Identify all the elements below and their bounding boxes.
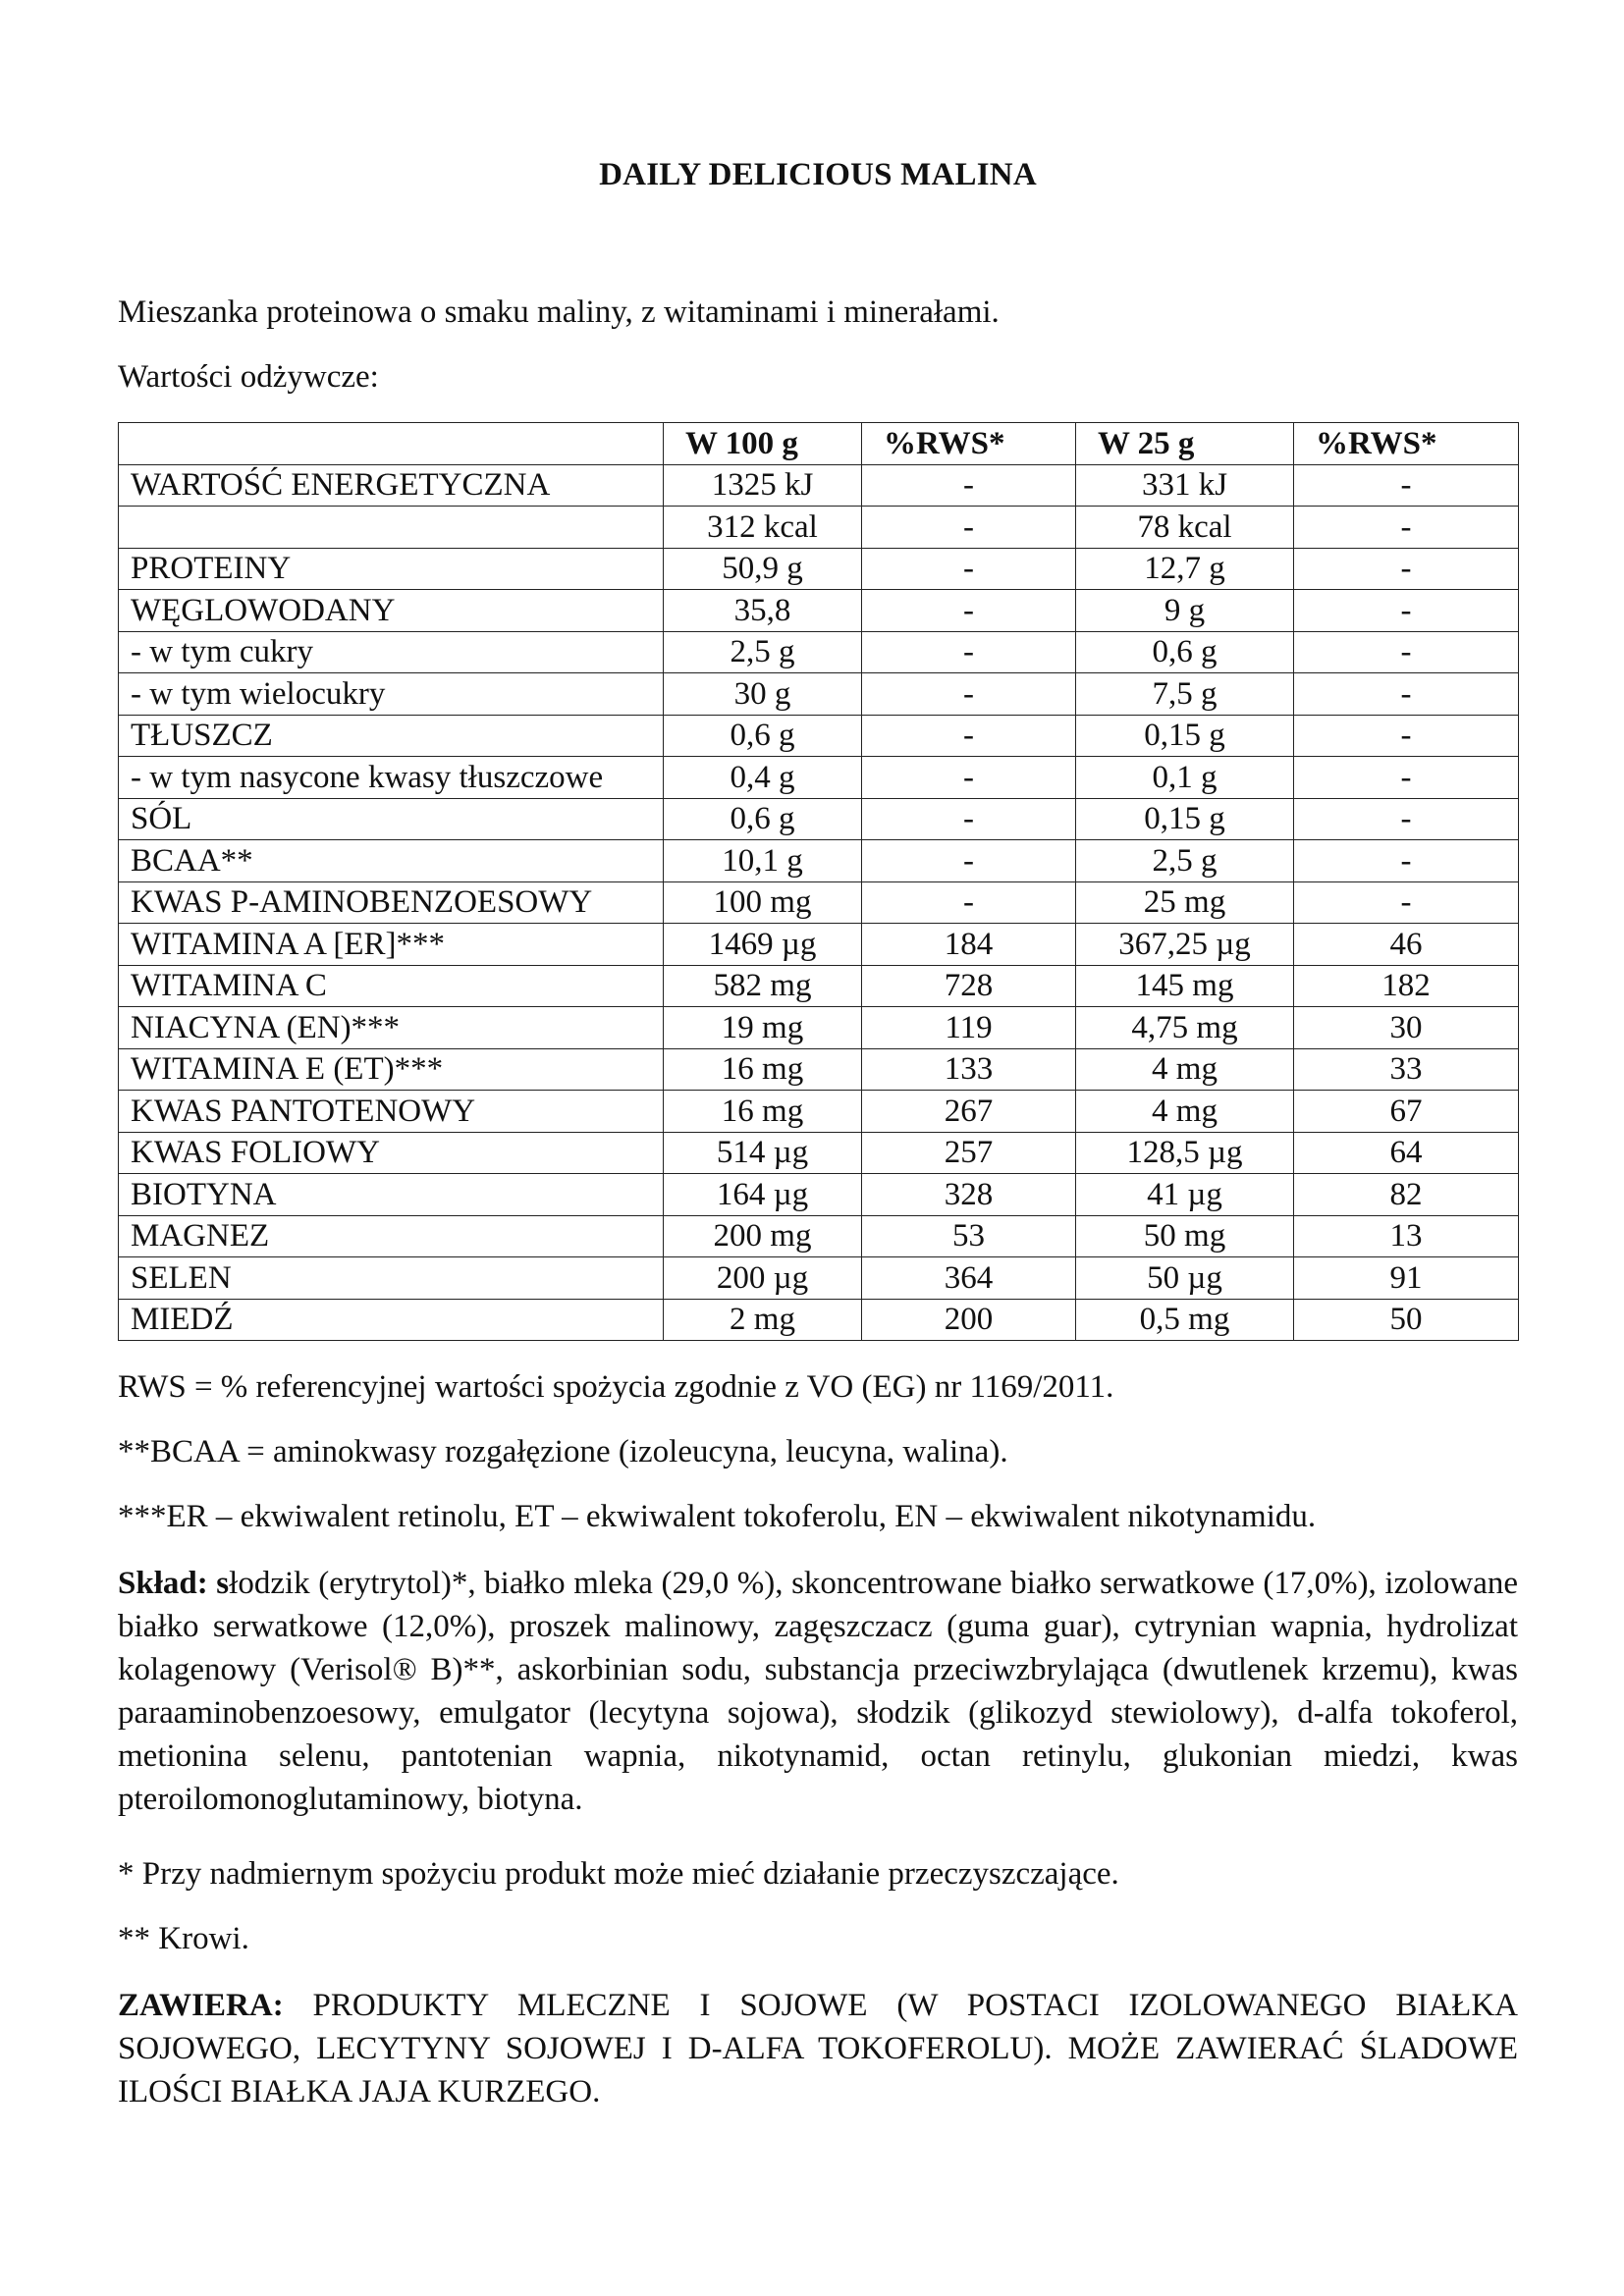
cow-note: ** Krowi. [118, 1921, 249, 1956]
cell-nutrient: KWAS P-AMINOBENZOESOWY [119, 881, 664, 924]
cell-per-25g: 4 mg [1076, 1048, 1294, 1091]
cell-nutrient: - w tym cukry [119, 631, 664, 673]
cell-rws-25g: - [1294, 881, 1519, 924]
nutrition-label: Wartości odżywcze: [118, 359, 379, 395]
cell-rws-100g: - [862, 715, 1076, 757]
cell-per-100g: 582 mg [664, 965, 862, 1007]
cell-per-100g: 100 mg [664, 881, 862, 924]
table-row [119, 631, 1519, 673]
cell-per-100g: 2,5 g [664, 631, 862, 673]
cell-per-100g: 1469 µg [664, 924, 862, 966]
table-row [119, 1007, 1519, 1049]
cell-rws-25g: 50 [1294, 1299, 1519, 1341]
cell-rws-25g: - [1294, 590, 1519, 632]
cell-per-100g: 35,8 [664, 590, 862, 632]
cell-per-100g: 2 mg [664, 1299, 862, 1341]
cell-per-25g: 7,5 g [1076, 673, 1294, 716]
table-row [119, 1132, 1519, 1174]
ingredients-paragraph [118, 1562, 1518, 1821]
header-per-25g: W 25 g [1076, 423, 1294, 465]
header-per-100g: W 100 g [664, 423, 862, 465]
cell-rws-100g: - [862, 507, 1076, 549]
cell-rws-100g: 184 [862, 924, 1076, 966]
cell-rws-25g: 30 [1294, 1007, 1519, 1049]
cell-nutrient: WITAMINA E (ET)*** [119, 1048, 664, 1091]
table-row [119, 757, 1519, 799]
table-row [119, 798, 1519, 840]
table-row [119, 715, 1519, 757]
cell-rws-100g: - [862, 840, 1076, 882]
ingredients-label: Skład: s [118, 1566, 230, 1601]
cell-nutrient: MAGNEZ [119, 1215, 664, 1257]
cell-nutrient: NIACYNA (EN)*** [119, 1007, 664, 1049]
cell-rws-25g: - [1294, 548, 1519, 590]
cell-per-25g: 0,15 g [1076, 715, 1294, 757]
table-row [119, 881, 1519, 924]
cell-per-25g: 50 mg [1076, 1215, 1294, 1257]
cell-rws-100g: 257 [862, 1132, 1076, 1174]
cell-rws-100g: 53 [862, 1215, 1076, 1257]
cell-per-100g: 200 µg [664, 1257, 862, 1300]
table-row [119, 1257, 1519, 1300]
table-row [119, 673, 1519, 716]
table-row [119, 1299, 1519, 1341]
cell-rws-25g: 82 [1294, 1174, 1519, 1216]
cell-rws-25g: - [1294, 464, 1519, 507]
allergens-paragraph [118, 1984, 1518, 2113]
cell-per-25g: 78 kcal [1076, 507, 1294, 549]
cell-per-100g: 514 µg [664, 1132, 862, 1174]
cell-rws-100g: - [862, 881, 1076, 924]
cell-rws-25g: 64 [1294, 1132, 1519, 1174]
cell-per-25g: 128,5 µg [1076, 1132, 1294, 1174]
cell-per-25g: 4 mg [1076, 1091, 1294, 1133]
cell-rws-100g: - [862, 464, 1076, 507]
cell-rws-25g: - [1294, 840, 1519, 882]
cell-nutrient: TŁUSZCZ [119, 715, 664, 757]
cell-nutrient: BCAA** [119, 840, 664, 882]
cell-rws-100g: - [862, 548, 1076, 590]
cell-per-100g: 312 kcal [664, 507, 862, 549]
table-row [119, 548, 1519, 590]
cell-per-25g: 0,1 g [1076, 757, 1294, 799]
cell-rws-25g: - [1294, 715, 1519, 757]
cell-per-100g: 16 mg [664, 1091, 862, 1133]
cell-per-100g: 0,6 g [664, 715, 862, 757]
cell-rws-100g: 267 [862, 1091, 1076, 1133]
cell-rws-25g: - [1294, 798, 1519, 840]
footnote-bcaa: **BCAA = aminokwasy rozgałęzione (izoleucyna, leucyna, walina). [118, 1434, 1008, 1469]
table-row [119, 507, 1519, 549]
cell-rws-100g: - [862, 590, 1076, 632]
allergens-label: ZAWIERA: [118, 1988, 284, 2023]
header-rws-25g: %RWS* [1294, 423, 1519, 465]
cell-rws-25g: 182 [1294, 965, 1519, 1007]
cell-per-100g: 30 g [664, 673, 862, 716]
cell-nutrient: WITAMINA A [ER]*** [119, 924, 664, 966]
table-row [119, 464, 1519, 507]
cell-nutrient: MIEDŹ [119, 1299, 664, 1341]
cell-nutrient [119, 507, 664, 549]
table-row [119, 924, 1519, 966]
footnote-er: ***ER – ekwiwalent retinolu, ET – ekwiwalent tokoferolu, EN – ekwiwalent nikotynamidu. [118, 1499, 1317, 1534]
cell-per-100g: 0,4 g [664, 757, 862, 799]
cell-rws-25g: - [1294, 631, 1519, 673]
cell-per-25g: 367,25 µg [1076, 924, 1294, 966]
table-row [119, 840, 1519, 882]
cell-per-100g: 10,1 g [664, 840, 862, 882]
header-nutrient [119, 423, 664, 465]
ingredients-text: łodzik (erytrytol)*, białko mleka (29,0 %), skoncentrowane białko serwatkowe (17,0%), izolowane białko serwatkowe (12,0%), proszek malinowy, zagęszczacz (guma guar), cytrynian wapnia, hydrolizat kolagenowy (Verisol® B)**, askorbinian sodu, substancja przeciwzbrylająca (dwutlenek krzemu), kwas paraaminobenzoesowy, emulgator (lecytyna sojowa), słodzik (glikozyd stewiolowy), d-alfa tokoferol, metionina selenu, pantotenian wapnia, nikotynamid, octan retinylu, glukonian miedzi, kwas pteroilomonoglutaminowy, biotyna. [118, 1566, 1519, 1817]
cell-rws-25g: 91 [1294, 1257, 1519, 1300]
cell-nutrient: - w tym wielocukry [119, 673, 664, 716]
cell-per-100g: 0,6 g [664, 798, 862, 840]
cell-per-25g: 331 kJ [1076, 464, 1294, 507]
cell-nutrient: - w tym nasycone kwasy tłuszczowe [119, 757, 664, 799]
cell-nutrient: KWAS FOLIOWY [119, 1132, 664, 1174]
cell-rws-100g: 133 [862, 1048, 1076, 1091]
cell-per-25g: 0,15 g [1076, 798, 1294, 840]
cell-nutrient: SÓL [119, 798, 664, 840]
cell-per-100g: 164 µg [664, 1174, 862, 1216]
page-title: DAILY DELICIOUS MALINA [599, 157, 1037, 192]
allergens-text: PRODUKTY MLECZNE I SOJOWE (W POSTACI IZOLOWANEGO BIAŁKA SOJOWEGO, LECYTYNY SOJOWEJ I D-ALFA TOKOFEROLU). MOŻE ZAWIERAĆ ŚLADOWE ILOŚCI BIAŁKA JAJA KURZEGO. [118, 1988, 1518, 2109]
cell-rws-25g: 46 [1294, 924, 1519, 966]
cell-per-100g: 50,9 g [664, 548, 862, 590]
cell-rws-100g: 728 [862, 965, 1076, 1007]
cell-per-100g: 1325 kJ [664, 464, 862, 507]
nutrition-table [118, 422, 1519, 1341]
cell-rws-25g: - [1294, 673, 1519, 716]
table-row [119, 1174, 1519, 1216]
cell-nutrient: BIOTYNA [119, 1174, 664, 1216]
cell-rws-100g: - [862, 673, 1076, 716]
cell-per-25g: 50 µg [1076, 1257, 1294, 1300]
footnote-rws: RWS = % referencyjnej wartości spożycia zgodnie z VO (EG) nr 1169/2011. [118, 1369, 1114, 1405]
cell-per-25g: 145 mg [1076, 965, 1294, 1007]
cell-rws-100g: 364 [862, 1257, 1076, 1300]
laxative-note: * Przy nadmiernym spożyciu produkt może mieć działanie przeczyszczające. [118, 1856, 1119, 1892]
table-row [119, 1091, 1519, 1133]
cell-rws-25g: 67 [1294, 1091, 1519, 1133]
cell-rws-25g: - [1294, 507, 1519, 549]
cell-per-25g: 0,6 g [1076, 631, 1294, 673]
cell-nutrient: WARTOŚĆ ENERGETYCZNA [119, 464, 664, 507]
table-row [119, 1215, 1519, 1257]
table-header-row [119, 423, 1519, 465]
cell-rws-100g: 200 [862, 1299, 1076, 1341]
table-row [119, 590, 1519, 632]
cell-per-25g: 9 g [1076, 590, 1294, 632]
table-row [119, 965, 1519, 1007]
cell-nutrient: WITAMINA C [119, 965, 664, 1007]
cell-per-100g: 200 mg [664, 1215, 862, 1257]
cell-rws-100g: 119 [862, 1007, 1076, 1049]
cell-per-25g: 12,7 g [1076, 548, 1294, 590]
cell-rws-100g: - [862, 798, 1076, 840]
cell-rws-25g: 13 [1294, 1215, 1519, 1257]
cell-nutrient: PROTEINY [119, 548, 664, 590]
product-description: Mieszanka proteinowa o smaku maliny, z witaminami i minerałami. [118, 294, 1000, 330]
cell-nutrient: SELEN [119, 1257, 664, 1300]
cell-per-25g: 4,75 mg [1076, 1007, 1294, 1049]
cell-per-25g: 41 µg [1076, 1174, 1294, 1216]
nutrition-table-body [119, 464, 1519, 1341]
cell-per-25g: 2,5 g [1076, 840, 1294, 882]
cell-rws-100g: - [862, 631, 1076, 673]
cell-per-25g: 0,5 mg [1076, 1299, 1294, 1341]
header-rws-100g: %RWS* [862, 423, 1076, 465]
cell-nutrient: WĘGLOWODANY [119, 590, 664, 632]
cell-rws-100g: 328 [862, 1174, 1076, 1216]
cell-rws-100g: - [862, 757, 1076, 799]
cell-per-100g: 16 mg [664, 1048, 862, 1091]
table-row [119, 1048, 1519, 1091]
cell-per-100g: 19 mg [664, 1007, 862, 1049]
cell-nutrient: KWAS PANTOTENOWY [119, 1091, 664, 1133]
cell-rws-25g: - [1294, 757, 1519, 799]
cell-rws-25g: 33 [1294, 1048, 1519, 1091]
cell-per-25g: 25 mg [1076, 881, 1294, 924]
